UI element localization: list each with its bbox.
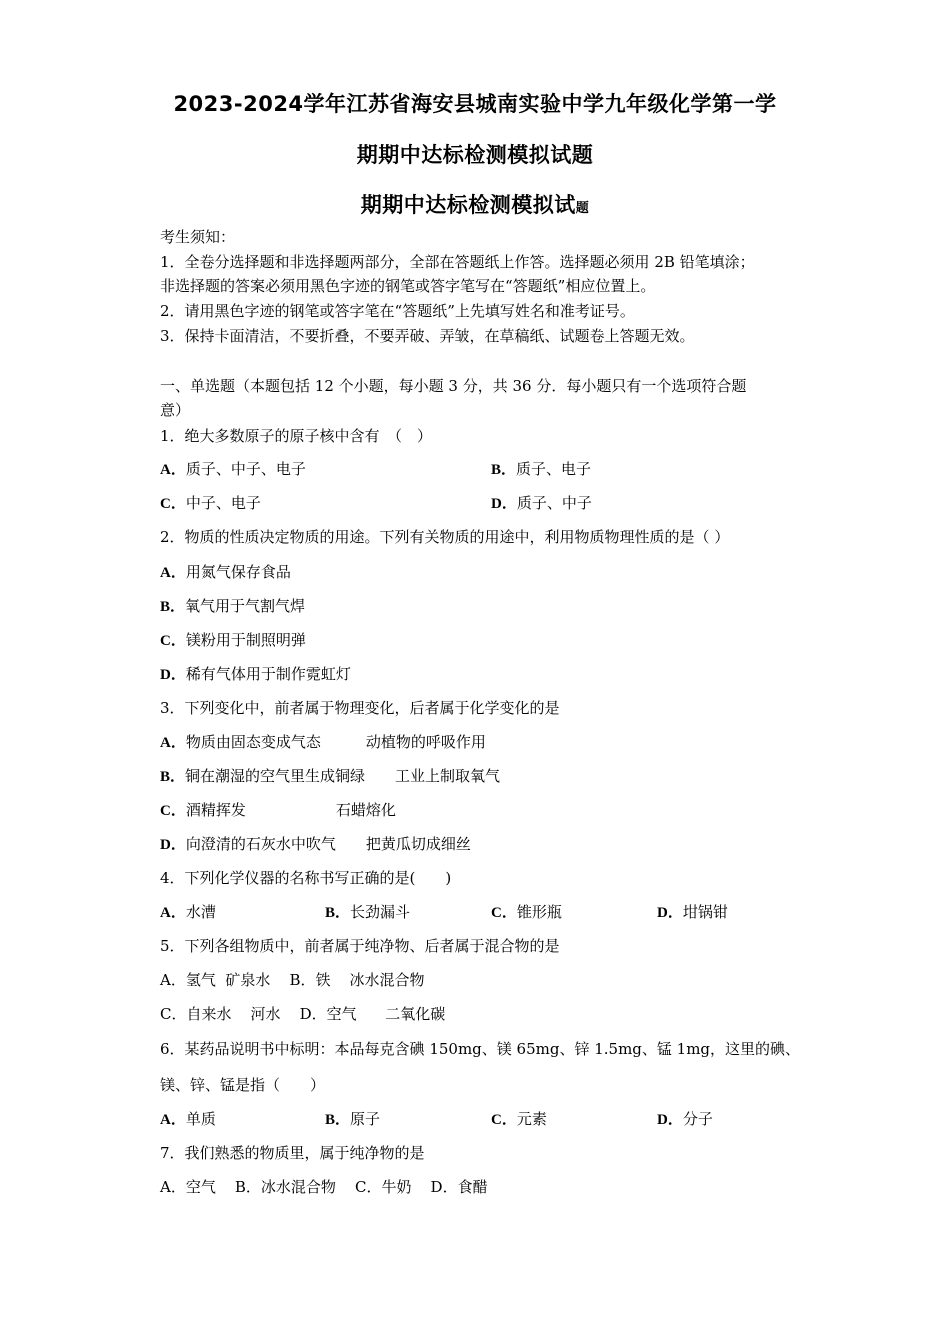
q3-option-d: [160, 834, 471, 855]
exam-title-line3-main: 期期中达标检测模拟试: [360, 193, 576, 217]
q1-option-a: [160, 459, 306, 480]
notice-item-2: 2．请用黑色字迹的钢笔或答字笔在“答题纸”上先填写姓名和准考证号。: [160, 302, 635, 320]
q6-option-a: [160, 1109, 216, 1130]
q6-option-d-label: D．: [657, 1112, 683, 1128]
q2-option-d-label: D．: [160, 667, 186, 683]
q6-stem-line1: 6．某药品说明书中标明：本品每克含碘 150mg、镁 65mg、锌 1.5mg、锰 1mg，这里的碘、: [160, 1040, 801, 1058]
q6-option-b: [325, 1109, 380, 1130]
q2-stem: 2．物质的性质决定物质的用途。下列有关物质的用途中，利用物质物理性质的是（ ）: [160, 528, 730, 546]
q4-option-c-label: C．: [491, 905, 517, 921]
q1-option-d-text: 质子、中子: [516, 494, 592, 512]
exam-title-line3-small: 题: [575, 201, 590, 216]
q1-option-c-text: 中子、电子: [185, 494, 261, 512]
q6-option-a-label: A．: [160, 1112, 186, 1128]
q3-option-d-text: 向澄清的石灰水中吹气 把黄瓜切成细丝: [185, 835, 471, 853]
exam-title-line2: 期期中达标检测模拟试题: [356, 143, 594, 167]
q3-option-b: [160, 766, 500, 787]
notice-heading: 考生须知：: [160, 228, 236, 246]
q5-stem: 5．下列各组物质中，前者属于纯净物、后者属于混合物的是: [160, 937, 560, 955]
exam-title-line1: 2023-2024学年江苏省海安县城南实验中学九年级化学第一学: [173, 92, 777, 116]
q4-option-b-text: 长劲漏斗: [350, 903, 411, 921]
q3-option-c: [160, 800, 396, 821]
q4-option-c: [491, 902, 562, 923]
q2-option-b: [160, 596, 305, 617]
q3-option-a: [160, 732, 486, 753]
section1-heading-line2: 意）: [160, 401, 191, 419]
q2-option-d-text: 稀有气体用于制作霓虹灯: [185, 665, 351, 683]
section1-heading-line1: 一、单选题（本题包括 12 个小题，每小题 3 分，共 36 分．每小题只有一个选项符合题: [160, 377, 747, 395]
q4-option-d-text: 坩锅钳: [682, 903, 728, 921]
q6-option-c-text: 元素: [516, 1110, 547, 1128]
q4-option-a-label: A．: [160, 905, 186, 921]
q6-option-d-text: 分子: [682, 1110, 713, 1128]
q1-option-a-label: A．: [160, 462, 186, 478]
q3-option-c-text: 酒精挥发 石蜡熔化: [185, 801, 396, 819]
q1-option-c-label: C．: [160, 496, 186, 512]
q1-option-b-text: 质子、电子: [516, 460, 592, 478]
q2-option-b-label: B．: [160, 599, 186, 615]
q6-option-d: [657, 1109, 713, 1130]
q4-option-b: [325, 902, 410, 923]
q5-options-line1: A．氢气 矿泉水 B．铁 冰水混合物: [160, 971, 425, 989]
q2-option-c-text: 镁粉用于制照明弹: [185, 631, 306, 649]
q3-option-b-label: B．: [160, 769, 186, 785]
q6-option-a-text: 单质: [185, 1110, 216, 1128]
q2-option-c: [160, 630, 306, 651]
q3-option-a-text: 物质由固态变成气态 动植物的呼吸作用: [185, 733, 486, 751]
q2-option-a-text: 用氮气保存食品: [185, 563, 291, 581]
q5-options-line2: C．自来水 河水 D．空气 二氧化碳: [160, 1005, 446, 1023]
q6-stem-line2: 镁、锌、锰是指（ ）: [160, 1076, 326, 1094]
q6-option-b-label: B．: [325, 1112, 351, 1128]
q3-option-c-label: C．: [160, 803, 186, 819]
q2-option-d: [160, 664, 351, 685]
q1-option-b: [491, 459, 591, 480]
q6-option-c: [491, 1109, 547, 1130]
q7-stem: 7．我们熟悉的物质里，属于纯净物的是: [160, 1144, 425, 1162]
q1-option-a-text: 质子、中子、电子: [185, 460, 306, 478]
exam-title-line3: [0, 189, 950, 219]
q3-option-a-label: A．: [160, 735, 186, 751]
q6-option-b-text: 原子: [350, 1110, 381, 1128]
q2-option-c-label: C．: [160, 633, 186, 649]
q4-option-a-text: 水漕: [185, 903, 216, 921]
q4-option-b-label: B．: [325, 905, 351, 921]
q3-option-d-label: D．: [160, 837, 186, 853]
notice-item-3: 3．保持卡面清洁，不要折叠，不要弄破、弄皱，在草稿纸、试题卷上答题无效。: [160, 327, 695, 345]
q4-option-d-label: D．: [657, 905, 683, 921]
q2-option-a: [160, 562, 291, 583]
q4-option-c-text: 锥形瓶: [516, 903, 562, 921]
notice-item-1-cont: 非选择题的答案必须用黑色字迹的钢笔或答字笔写在“答题纸”相应位置上。: [160, 277, 656, 295]
q1-stem: 1．绝大多数原子的原子核中含有 （ ）: [160, 427, 433, 445]
q6-option-c-label: C．: [491, 1112, 517, 1128]
q3-stem: 3．下列变化中，前者属于物理变化，后者属于化学变化的是: [160, 699, 560, 717]
q4-option-a: [160, 902, 216, 923]
q1-option-d-label: D．: [491, 496, 517, 512]
q3-option-b-text: 铜在潮湿的空气里生成铜绿 工业上制取氧气: [185, 767, 501, 785]
notice-item-1: 1．全卷分选择题和非选择题两部分，全部在答题纸上作答。选择题必须用 2B 铅笔填涂；: [160, 253, 755, 271]
q1-option-b-label: B．: [491, 462, 517, 478]
q4-stem: 4．下列化学仪器的名称书写正确的是( ): [160, 869, 452, 887]
q2-option-a-label: A．: [160, 565, 186, 581]
q1-option-d: [491, 493, 592, 514]
q1-option-c: [160, 493, 261, 514]
q2-option-b-text: 氧气用于气割气焊: [185, 597, 306, 615]
q7-options-line1: A．空气 B．冰水混合物 C．牛奶 D．食醋: [160, 1178, 488, 1196]
q4-option-d: [657, 902, 728, 923]
